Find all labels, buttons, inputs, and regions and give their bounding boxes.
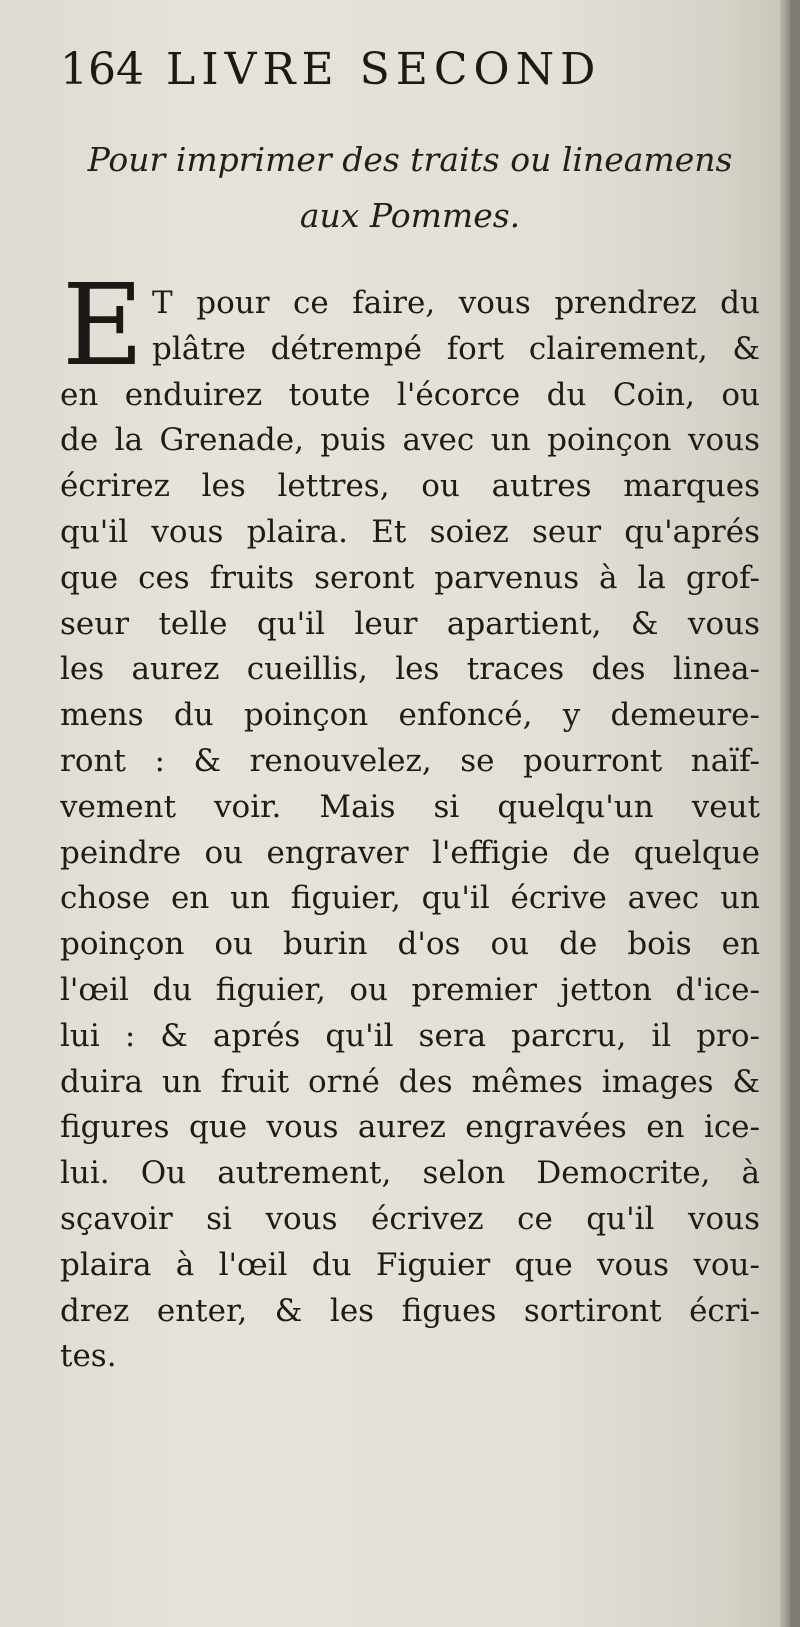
paragraph <box>60 281 760 1380</box>
section-title-line-1: Pour imprimer des traits ou lineamens <box>87 140 733 179</box>
text-line: que ces fruits seront parvenus à la grof- <box>60 559 760 596</box>
running-head <box>60 40 700 100</box>
text-line: en enduirez toute l'écorce du Coin, ou <box>60 376 760 413</box>
text-line: chose en un figuier, qu'il écrive avec un <box>60 880 760 917</box>
text-line: peindre ou engraver l'effigie de quelque <box>60 834 760 871</box>
section-title <box>60 132 760 244</box>
section-title-line-2: aux Pommes. <box>299 196 521 235</box>
text-line: figures que vous aurez engravées en ice- <box>60 1109 760 1146</box>
text-line: ront : & renouvelez, se pourront naïf- <box>60 742 760 779</box>
text-line: vement voir. Mais si quelqu'un veut <box>60 788 760 825</box>
page-edge-shadow <box>780 0 790 1627</box>
text-line: sçavoir si vous écrivez ce qu'il vous <box>60 1200 760 1237</box>
text-line: lui : & aprés qu'il sera parcru, il pro- <box>60 1017 760 1054</box>
text-line: lui. Ou autrement, selon Democrite, à <box>60 1155 760 1192</box>
text-line: seur telle qu'il leur apartient, & vous <box>60 605 760 642</box>
text-line: T pour ce faire, vous prendrez du <box>152 285 760 321</box>
drop-cap-initial: E <box>62 261 144 391</box>
text-line: tes. <box>60 1338 117 1375</box>
text-line: mens du poinçon enfoncé, y demeure- <box>60 697 760 734</box>
text-line: qu'il vous plaira. Et soiez seur qu'aprés <box>60 513 760 550</box>
running-head-title: LIVRE SECOND <box>165 44 602 95</box>
text-line: écrirez les lettres, ou autres marques <box>60 468 760 505</box>
text-line: drez enter, & les figues sortiront écri- <box>60 1292 760 1329</box>
text-line: poinçon ou burin d'os ou de bois en <box>60 926 760 963</box>
text-line: plaira à l'œil du Figuier que vous vou- <box>60 1246 760 1283</box>
text-line: duira un fruit orné des mêmes images & <box>60 1063 760 1100</box>
text-line: les aurez cueillis, les traces des linea- <box>60 651 760 688</box>
page-number: 164 <box>60 44 144 95</box>
text-line: l'œil du figuier, ou premier jetton d'ice- <box>60 971 760 1008</box>
text-line: de la Grenade, puis avec un poinçon vous <box>60 422 760 459</box>
text-line: plâtre détrempé fort clairement, & <box>152 330 760 367</box>
